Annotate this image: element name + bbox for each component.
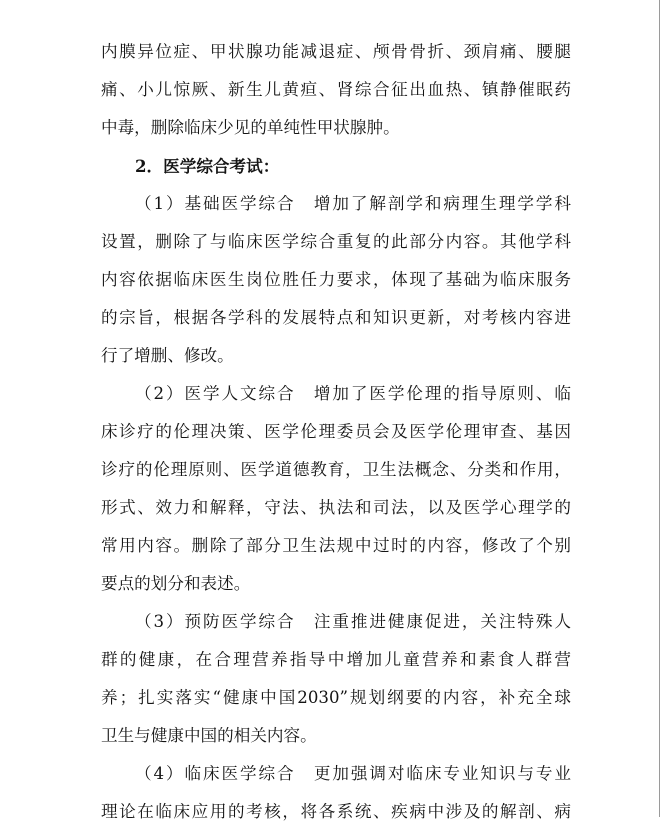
text-line: 诊疗的伦理原则、医学道德教育，卫生法概念、分类和作用， (101, 460, 571, 479)
text-line: 中毒，删除临床少见的单纯性甲状腺肿。 (101, 118, 400, 137)
text-line: 常用内容。删除了部分卫生法规中过时的内容，修改了个别 (101, 536, 571, 555)
paragraph-first-line: （1）基础医学综合 增加了解剖学和病理生理学学科 (135, 194, 571, 213)
text-line: 内容依据临床医生岗位胜任力要求，体现了基础为临床服务 (101, 270, 571, 289)
text-line: 理论在临床应用的考核，将各系统、疾病中涉及的解剖、病 (101, 802, 571, 821)
text-line: 内膜异位症、甲状腺功能减退症、颅骨骨折、颈肩痛、腰腿 (101, 42, 571, 61)
paragraph-first-line: （3）预防医学综合 注重推进健康促进，关注特殊人 (135, 612, 571, 631)
text-line: 设置，删除了与临床医学综合重复的此部分内容。其他学科 (101, 232, 571, 251)
text-line: 痛、小儿惊厥、新生儿黄疸、肾综合征出血热、镇静催眠药 (101, 80, 571, 99)
paragraph-first-line: （4）临床医学综合 更加强调对临床专业知识与专业 (135, 764, 571, 783)
text-line: 床诊疗的伦理决策、医学伦理委员会及医学伦理审查、基因 (101, 422, 571, 441)
paragraph-first-line: （2）医学人文综合 增加了医学伦理的指导原则、临 (135, 384, 571, 403)
text-line: 卫生与健康中国的相关内容。 (101, 726, 317, 745)
page-edge-divider (659, 0, 660, 817)
text-line: 行了增删、修改。 (101, 346, 234, 365)
text-line: 群的健康，在合理营养指导中增加儿童营养和素食人群营 (101, 650, 571, 669)
section-heading: 2．医学综合考试： (135, 156, 280, 176)
text-line: 形式、效力和解释，守法、执法和司法，以及医学心理学的 (101, 498, 571, 517)
text-line: 的宗旨，根据各学科的发展特点和知识更新，对考核内容进 (101, 308, 571, 327)
text-line: 养；扎实落实“健康中国2030”规划纲要的内容，补充全球 (101, 688, 571, 707)
text-line: 要点的划分和表述。 (101, 574, 251, 593)
